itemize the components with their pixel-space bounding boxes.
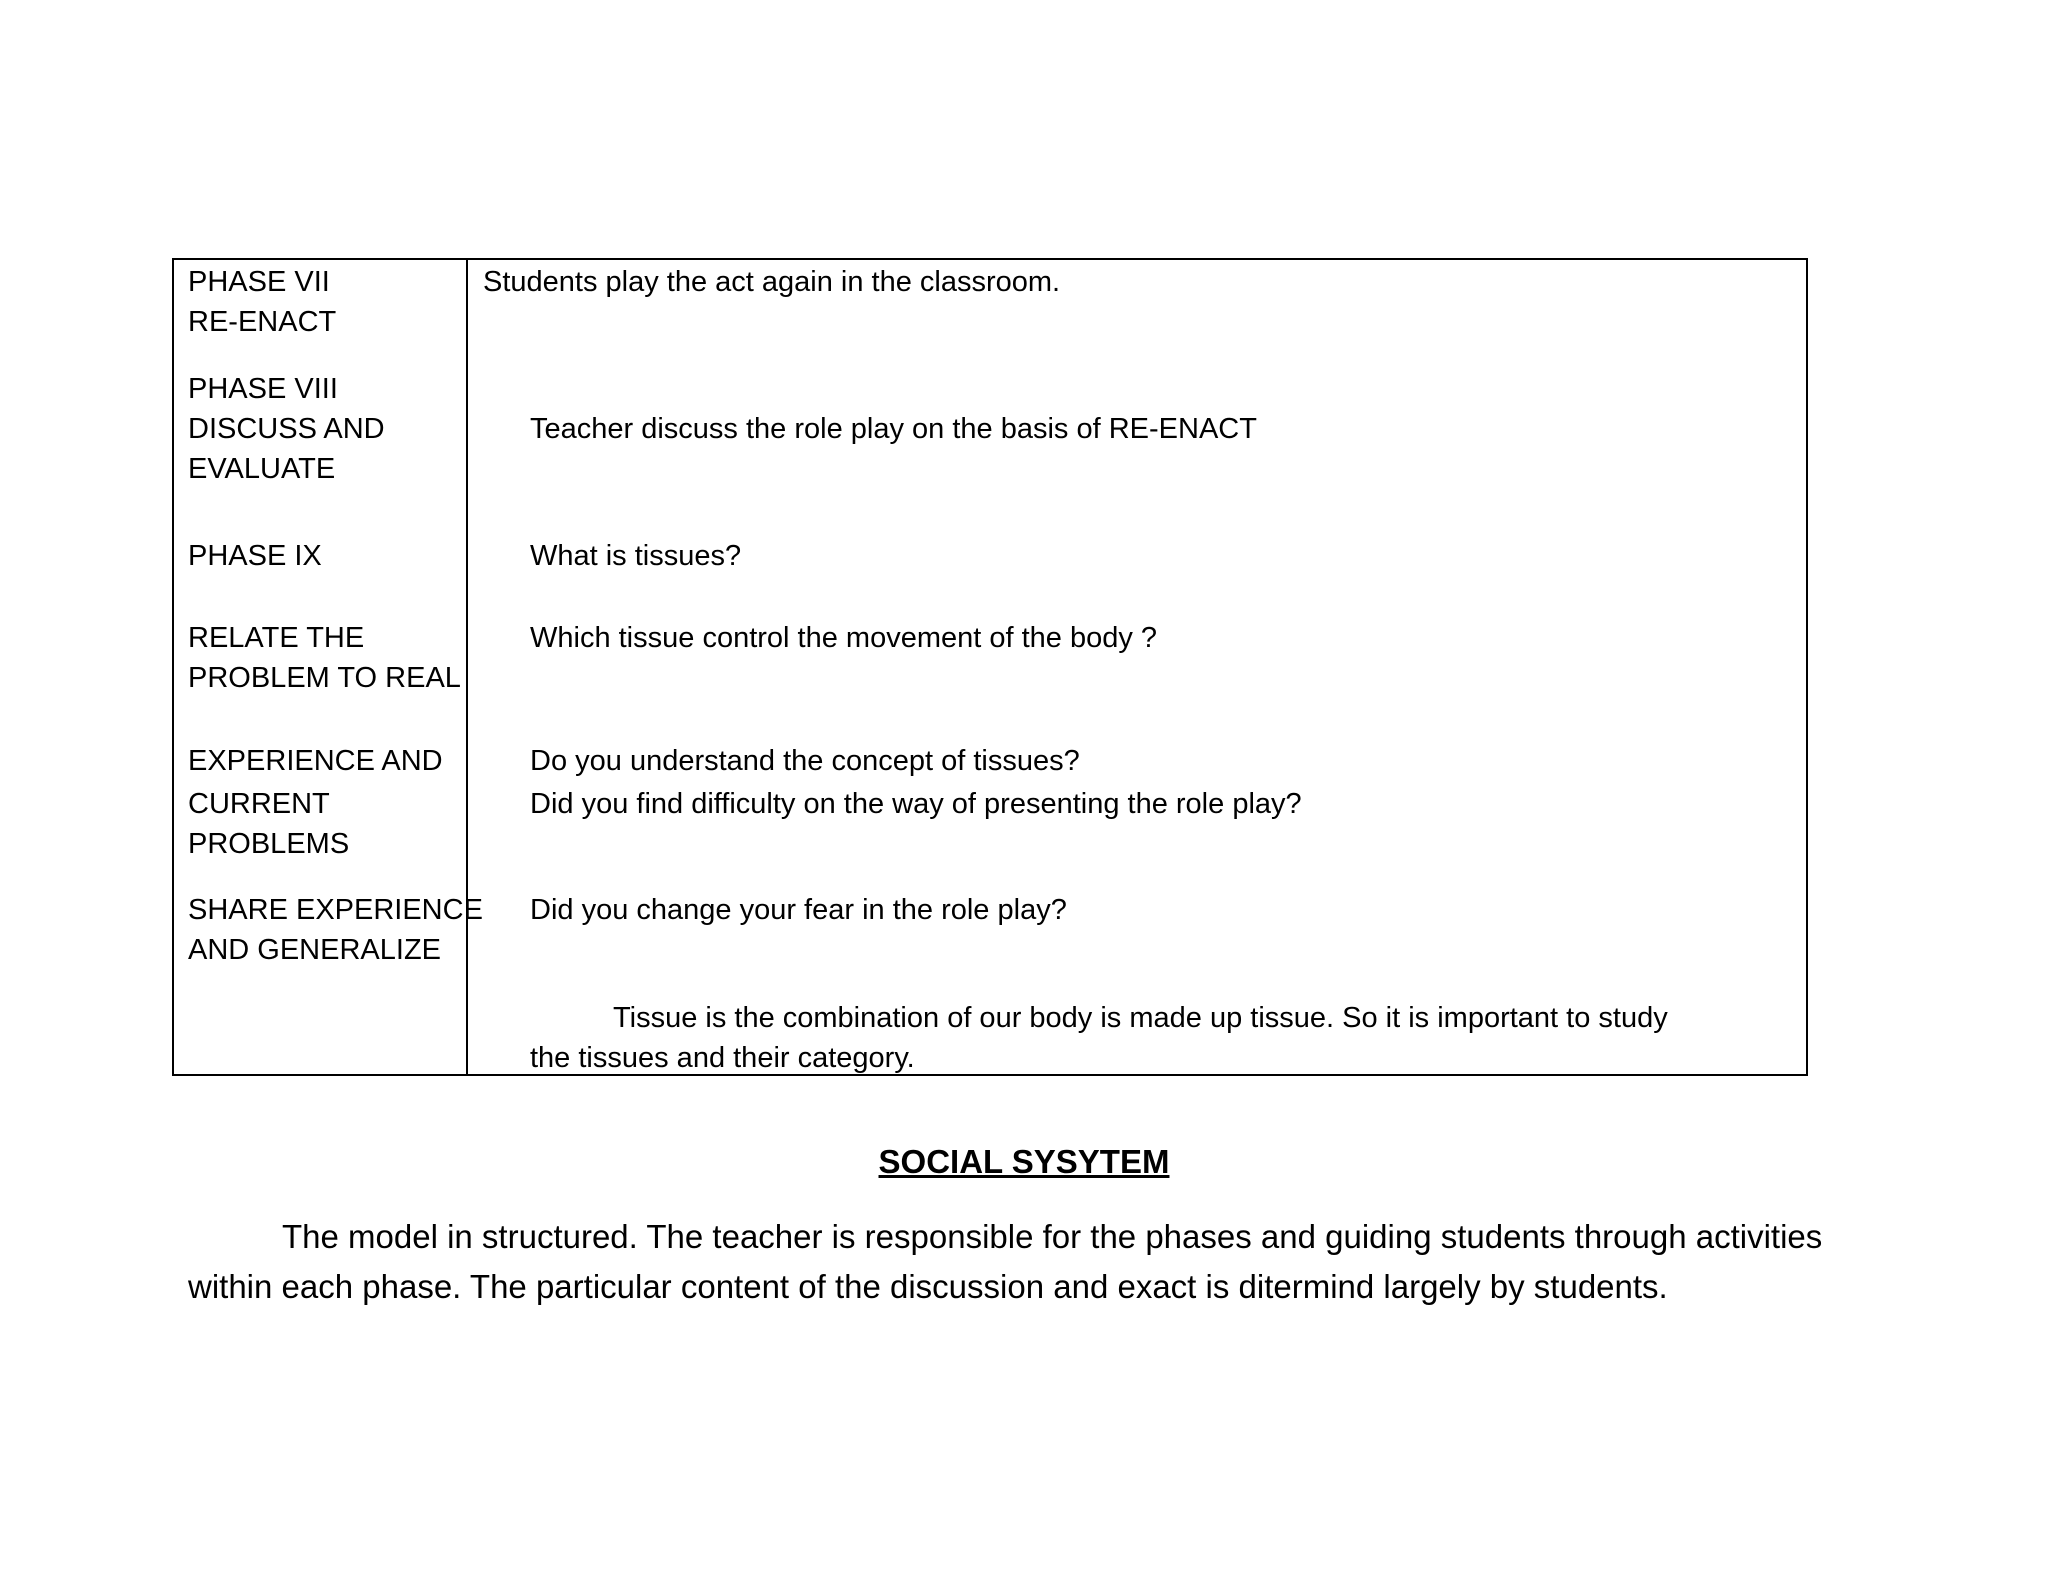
share-line1: SHARE EXPERIENCE: [188, 894, 483, 926]
question-5: Did you change your fear in the role play?: [530, 894, 1067, 926]
generalize-line1: Tissue is the combination of our body is made up tissue. So it is important to study: [613, 1002, 1668, 1034]
question-3: Do you understand the concept of tissues?: [530, 745, 1080, 777]
phase8-title: PHASE VIII: [188, 373, 338, 405]
phase9-title: PHASE IX: [188, 540, 322, 572]
experience-line2: CURRENT: [188, 788, 330, 820]
question-1: What is tissues?: [530, 540, 742, 572]
experience-line3: PROBLEMS: [188, 828, 350, 860]
phase7-subtitle: RE-ENACT: [188, 306, 337, 338]
experience-line1: EXPERIENCE AND: [188, 745, 443, 777]
table-column-divider: [466, 258, 468, 1076]
relate-line1: RELATE THE: [188, 622, 365, 654]
section-heading: SOCIAL SYSYTEM: [878, 1143, 1170, 1180]
reenact-text: Students play the act again in the classroom.: [483, 266, 1061, 298]
question-2: Which tissue control the movement of the body ?: [530, 622, 1158, 654]
share-line2: AND GENERALIZE: [188, 934, 441, 966]
paragraph-line1: The model in structured. The teacher is responsible for the phases and guiding students through activities: [282, 1218, 1823, 1255]
section-heading-wrap: [0, 1140, 2048, 1184]
phase8-line2: EVALUATE: [188, 453, 336, 485]
phase8-line1: DISCUSS AND: [188, 413, 385, 445]
question-4: Did you find difficulty on the way of presenting the role play?: [530, 788, 1302, 820]
generalize-line2: the tissues and their category.: [530, 1042, 915, 1074]
paragraph-line2: within each phase. The particular content of the discussion and exact is ditermind largely by students.: [188, 1268, 1668, 1305]
phase7-title: PHASE VII: [188, 266, 330, 298]
discuss-text: Teacher discuss the role play on the basis of RE-ENACT: [530, 413, 1257, 445]
relate-line2: PROBLEM TO REAL: [188, 662, 461, 694]
